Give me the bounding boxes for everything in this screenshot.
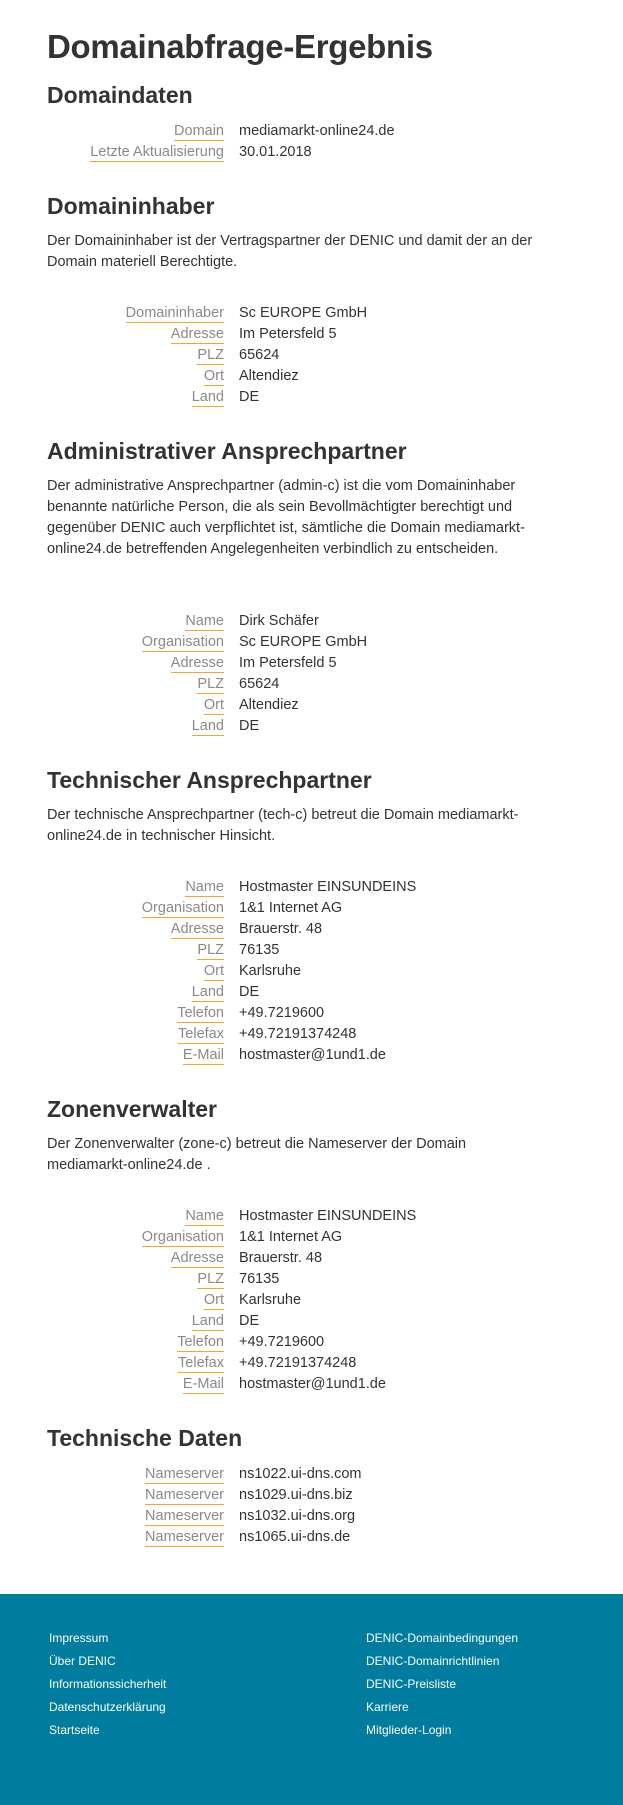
field-label[interactable]: Telefon bbox=[177, 1005, 224, 1021]
field-row bbox=[0, 143, 623, 164]
field-label[interactable]: Land bbox=[191, 389, 224, 405]
section-heading-tech: Technischer Ansprechpartner bbox=[47, 767, 372, 793]
field-value: +49.72191374248 bbox=[239, 1026, 357, 1042]
field-value: +49.7219600 bbox=[239, 1005, 325, 1021]
field-row bbox=[0, 388, 623, 409]
field-row bbox=[0, 920, 623, 941]
field-label[interactable]: Nameserver bbox=[145, 1466, 224, 1482]
field-value: DE bbox=[239, 718, 260, 734]
field-value: ns1065.ui-dns.de bbox=[239, 1529, 351, 1545]
field-row bbox=[0, 325, 623, 346]
section-heading-domaindaten: Domaindaten bbox=[47, 82, 193, 108]
field-label[interactable]: Organisation bbox=[141, 1229, 224, 1245]
footer-link-karriere[interactable]: Karriere bbox=[366, 1700, 409, 1714]
footer-link-mitglieder-login[interactable]: Mitglieder-Login bbox=[366, 1723, 452, 1737]
field-label[interactable]: Organisation bbox=[141, 900, 224, 916]
footer-link-informationssicherheit[interactable]: Informationssicherheit bbox=[49, 1677, 167, 1691]
field-value: ns1022.ui-dns.com bbox=[239, 1466, 362, 1482]
field-row bbox=[0, 304, 623, 325]
field-value: hostmaster@1und1.de bbox=[239, 1376, 386, 1392]
field-row bbox=[0, 1486, 623, 1507]
field-row bbox=[0, 1025, 623, 1046]
field-label[interactable]: Adresse bbox=[170, 921, 224, 937]
field-label[interactable]: E-Mail bbox=[182, 1047, 224, 1063]
field-row bbox=[0, 654, 623, 675]
field-label[interactable]: Domain bbox=[174, 123, 224, 139]
field-label[interactable]: PLZ bbox=[197, 942, 224, 958]
field-label[interactable]: Organisation bbox=[141, 634, 224, 650]
footer-link-ueber-denic[interactable]: Über DENIC bbox=[49, 1654, 116, 1668]
field-label[interactable]: Ort bbox=[203, 963, 224, 979]
field-value: Sc EUROPE GmbH bbox=[239, 634, 368, 650]
field-row bbox=[0, 1004, 623, 1025]
section-description: Der technische Ansprechpartner (tech-c) betreut die Domain mediamarkt-online24.de in technischer Hinsicht. bbox=[47, 807, 519, 844]
field-row bbox=[0, 633, 623, 654]
field-value: Hostmaster EINSUNDEINS bbox=[239, 879, 417, 895]
page-title: Domainabfrage-Ergebnis bbox=[47, 28, 433, 65]
field-value: 65624 bbox=[239, 347, 280, 363]
field-value: +49.7219600 bbox=[239, 1334, 325, 1350]
footer-link-impressum[interactable]: Impressum bbox=[49, 1631, 109, 1645]
field-value: 65624 bbox=[239, 676, 280, 692]
field-row bbox=[0, 1354, 623, 1375]
field-value: ns1032.ui-dns.org bbox=[239, 1508, 356, 1524]
field-row bbox=[0, 346, 623, 367]
field-row bbox=[0, 983, 623, 1004]
field-label[interactable]: PLZ bbox=[197, 1271, 224, 1287]
field-label[interactable]: Telefax bbox=[178, 1355, 224, 1371]
field-row bbox=[0, 899, 623, 920]
field-label[interactable]: Letzte Aktualisierung bbox=[90, 144, 224, 160]
field-label[interactable]: Land bbox=[191, 984, 224, 1000]
field-row bbox=[0, 962, 623, 983]
footer-link-startseite[interactable]: Startseite bbox=[49, 1723, 100, 1737]
field-value: Karlsruhe bbox=[239, 1292, 302, 1308]
field-label[interactable]: Name bbox=[185, 613, 224, 629]
section-heading-technische-daten: Technische Daten bbox=[47, 1425, 243, 1451]
field-value: DE bbox=[239, 984, 260, 1000]
field-value: Hostmaster EINSUNDEINS bbox=[239, 1208, 417, 1224]
field-value: Im Petersfeld 5 bbox=[239, 655, 337, 671]
field-value: mediamarkt-online24.de bbox=[239, 123, 395, 139]
footer-link-datenschutz[interactable]: Datenschutzerklärung bbox=[49, 1700, 166, 1714]
field-label[interactable]: Nameserver bbox=[145, 1508, 224, 1524]
field-value: Dirk Schäfer bbox=[239, 613, 319, 629]
field-row bbox=[0, 1375, 623, 1396]
field-value: Brauerstr. 48 bbox=[239, 921, 323, 937]
field-row bbox=[0, 1249, 623, 1270]
field-row bbox=[0, 122, 623, 143]
footer-link-domainbedingungen[interactable]: DENIC-Domainbedingungen bbox=[366, 1631, 519, 1645]
field-row bbox=[0, 1333, 623, 1354]
field-row bbox=[0, 1270, 623, 1291]
field-label[interactable]: PLZ bbox=[197, 347, 224, 363]
field-label[interactable]: Adresse bbox=[170, 655, 224, 671]
field-label[interactable]: Name bbox=[185, 879, 224, 895]
footer-link-domainrichtlinien[interactable]: DENIC-Domainrichtlinien bbox=[366, 1654, 500, 1668]
field-row bbox=[0, 941, 623, 962]
field-row bbox=[0, 1312, 623, 1333]
field-label[interactable]: Nameserver bbox=[145, 1487, 224, 1503]
field-label[interactable]: Domaininhaber bbox=[125, 305, 224, 321]
field-label[interactable]: Ort bbox=[203, 368, 224, 384]
field-value: Altendiez bbox=[239, 368, 299, 384]
footer bbox=[0, 1594, 623, 1805]
field-label[interactable]: PLZ bbox=[197, 676, 224, 692]
field-label[interactable]: E-Mail bbox=[182, 1376, 224, 1392]
field-value: Sc EUROPE GmbH bbox=[239, 305, 368, 321]
field-row bbox=[0, 367, 623, 388]
field-row bbox=[0, 878, 623, 899]
section-description: Der Domaininhaber ist der Vertragspartner der DENIC und damit der an der Domain materiell Berechtigte. bbox=[47, 233, 533, 270]
section-description: Der administrative Ansprechpartner (admin-c) ist die vom Domaininhaber benannte natürliche Person, die als sein Bevollmächtigter berechtigt und gegenüber DENIC auch verpflichtet ist, sämtliche die Domain mediamarkt-online24.de betreffenden Angelegenheiten verbindlich zu entscheiden. bbox=[47, 478, 525, 557]
field-row bbox=[0, 1465, 623, 1486]
field-row bbox=[0, 1528, 623, 1549]
section-heading-domaininhaber: Domaininhaber bbox=[47, 193, 215, 219]
field-label[interactable]: Adresse bbox=[170, 326, 224, 342]
field-label[interactable]: Telefax bbox=[178, 1026, 224, 1042]
field-label[interactable]: Telefon bbox=[177, 1334, 224, 1350]
field-value: 30.01.2018 bbox=[239, 144, 312, 160]
field-row bbox=[0, 717, 623, 738]
field-row bbox=[0, 1507, 623, 1528]
field-row bbox=[0, 1291, 623, 1312]
field-value: Im Petersfeld 5 bbox=[239, 326, 337, 342]
field-label[interactable]: Land bbox=[191, 1313, 224, 1329]
field-label[interactable]: Adresse bbox=[170, 1250, 224, 1266]
field-value: DE bbox=[239, 389, 260, 405]
field-label[interactable]: Nameserver bbox=[145, 1529, 224, 1545]
field-value: Karlsruhe bbox=[239, 963, 302, 979]
field-row bbox=[0, 1228, 623, 1249]
field-value: Altendiez bbox=[239, 697, 299, 713]
section-heading-zone: Zonenverwalter bbox=[47, 1096, 217, 1122]
field-row bbox=[0, 696, 623, 717]
field-label[interactable]: Ort bbox=[203, 1292, 224, 1308]
field-row bbox=[0, 612, 623, 633]
field-value: 76135 bbox=[239, 1271, 280, 1287]
field-value: hostmaster@1und1.de bbox=[239, 1047, 386, 1063]
field-value: 1&1 Internet AG bbox=[239, 900, 343, 916]
field-row bbox=[0, 1046, 623, 1067]
field-value: 1&1 Internet AG bbox=[239, 1229, 343, 1245]
field-value: Brauerstr. 48 bbox=[239, 1250, 323, 1266]
field-value: +49.72191374248 bbox=[239, 1355, 357, 1371]
footer-link-preisliste[interactable]: DENIC-Preisliste bbox=[366, 1677, 457, 1691]
field-label[interactable]: Name bbox=[185, 1208, 224, 1224]
section-heading-admin: Administrativer Ansprechpartner bbox=[47, 438, 407, 464]
field-row bbox=[0, 1207, 623, 1228]
field-value: DE bbox=[239, 1313, 260, 1329]
section-description: Der Zonenverwalter (zone-c) betreut die Nameserver der Domain mediamarkt-online24.de . bbox=[47, 1136, 467, 1173]
field-label[interactable]: Ort bbox=[203, 697, 224, 713]
field-value: ns1029.ui-dns.biz bbox=[239, 1487, 353, 1503]
field-value: 76135 bbox=[239, 942, 280, 958]
field-row bbox=[0, 675, 623, 696]
field-label[interactable]: Land bbox=[191, 718, 224, 734]
